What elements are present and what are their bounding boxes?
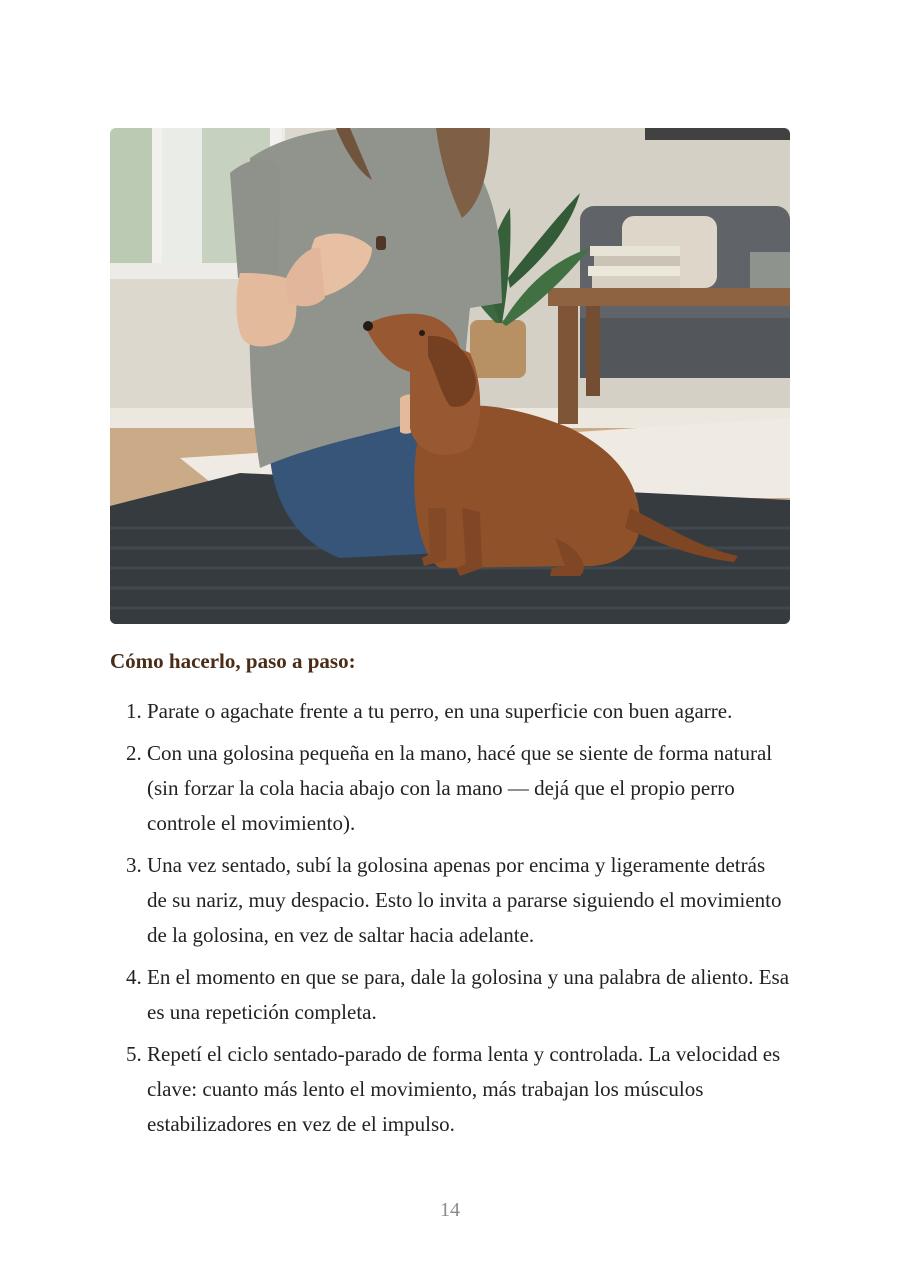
list-item: 1. Parate o agachate frente a tu perro, en una superficie con buen agarre. <box>147 694 790 729</box>
training-photo-illustration <box>110 128 790 624</box>
steps-list <box>110 694 790 1149</box>
section-heading: Cómo hacerlo, paso a paso: <box>110 649 356 673</box>
list-item: 5. Repetí el ciclo sentado-parado de forma lenta y controlada. La velocidad es clave: cuanto más lento el movimiento, más trabajan los músculos estabilizadores en vez de el impulso. <box>147 1037 790 1142</box>
training-photo <box>110 128 790 624</box>
list-item: 2. Con una golosina pequeña en la mano, hacé que se siente de forma natural (sin forzar la cola hacia abajo con la mano — dejá que el propio perro controle el movimiento). <box>147 736 790 841</box>
list-item: 4. En el momento en que se para, dale la golosina y una palabra de aliento. Esa es una repetición completa. <box>147 960 790 1030</box>
list-item: 3. Una vez sentado, subí la golosina apenas por encima y ligeramente detrás de su nariz, muy despacio. Esto lo invita a pararse siguiendo el movimiento de la golosina, en vez de saltar hacia adelante. <box>147 848 790 953</box>
page-number: 14 <box>440 1199 460 1221</box>
